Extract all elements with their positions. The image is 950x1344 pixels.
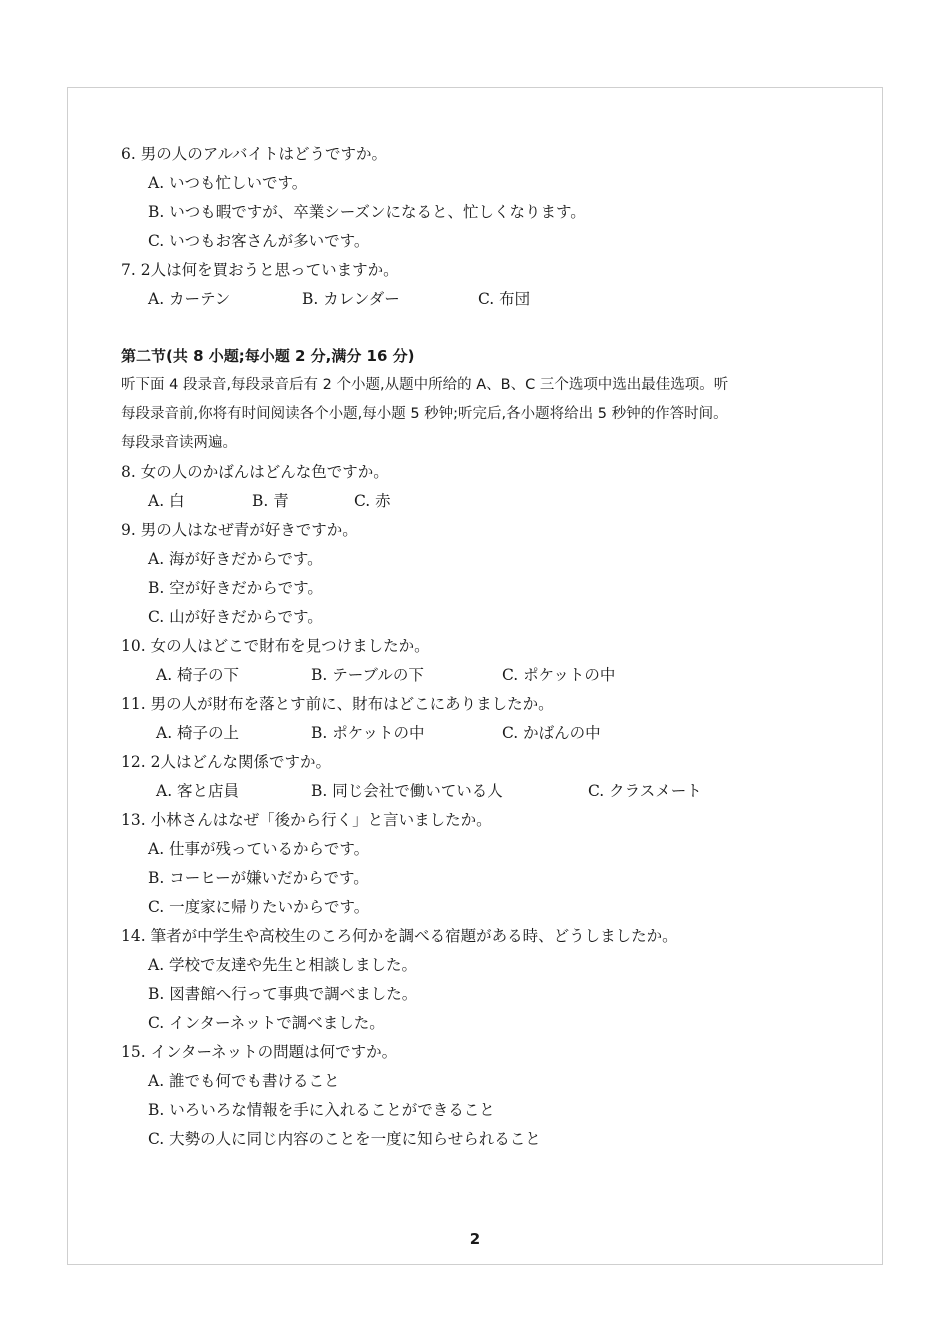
answer-option: B. 同じ会社で働いている人	[311, 782, 503, 800]
answer-option-row	[121, 777, 841, 806]
instruction-line-3: 每段录音读两遍。	[121, 435, 237, 451]
answer-option: C. 赤	[354, 492, 391, 510]
answer-option: C. 山が好きだからです。	[148, 608, 323, 626]
section-title: 第二节(共 8 小题;每小题 2 分,满分 16 分)	[121, 347, 415, 365]
answer-option: A. 椅子の上	[156, 724, 240, 742]
answer-option: B. ポケットの中	[311, 724, 425, 742]
instruction-line-2: 每段录音前,你将有时间阅读各个小题,每小题 5 秒钟;听完后,各小题将给出 5 秒钟的作答时间。	[121, 406, 728, 422]
answer-option: C. 布団	[478, 290, 531, 308]
answer-option: C. 大勢の人に同じ内容のことを一度に知らせられること	[148, 1130, 541, 1148]
page-number: 2	[469, 1230, 481, 1248]
instruction-line-1: 听下面 4 段录音,每段录音后有 2 个小题,从题中所给的 A、B、C 三个选项中选出最佳选项。听	[121, 377, 729, 393]
answer-option: B. 空が好きだからです。	[148, 579, 323, 597]
question-text: 7. 2人は何を買おうと思っていますか。	[121, 261, 399, 279]
answer-option: A. いつも忙しいです。	[148, 174, 308, 192]
document-content	[121, 140, 841, 1154]
answer-option: A. 椅子の下	[156, 666, 240, 684]
answer-option: B. いろいろな情報を手に入れることができること	[148, 1101, 495, 1119]
answer-option: A. 誰でも何でも書けること	[148, 1072, 340, 1090]
question-text: 10. 女の人はどこで財布を見つけましたか。	[121, 637, 430, 655]
answer-option: C. ポケットの中	[502, 666, 616, 684]
answer-option-row	[121, 285, 841, 314]
answer-option: A. 学校で友達や先生と相談しました。	[148, 956, 418, 974]
question-text: 12. 2人はどんな関係ですか。	[121, 753, 331, 771]
section-spacer	[121, 314, 841, 342]
answer-option: B. テーブルの下	[311, 666, 424, 684]
questions-part-2	[121, 458, 841, 1154]
answer-option: A. カーテン	[148, 290, 231, 308]
answer-option-row	[121, 719, 841, 748]
answer-option: A. 白	[148, 492, 185, 510]
answer-option: A. 客と店員	[156, 782, 240, 800]
question-text: 6. 男の人のアルバイトはどうですか。	[121, 145, 388, 163]
answer-option-row	[121, 661, 841, 690]
answer-option: B. いつも暇ですが、卒業シーズンになると、忙しくなります。	[148, 203, 586, 221]
answer-option: C. いつもお客さんが多いです。	[148, 232, 370, 250]
questions-part-1	[121, 140, 841, 314]
answer-option: B. 図書館へ行って事典で調べました。	[148, 985, 418, 1003]
answer-option: B. コーヒーが嫌いだからです。	[148, 869, 369, 887]
question-text: 15. インターネットの問題は何ですか。	[121, 1043, 398, 1061]
answer-option: A. 海が好きだからです。	[148, 550, 323, 568]
question-text: 8. 女の人のかばんはどんな色ですか。	[121, 463, 389, 481]
answer-option: B. 青	[252, 492, 289, 510]
answer-option: C. クラスメート	[588, 782, 702, 800]
question-text: 11. 男の人が財布を落とす前に、財布はどこにありましたか。	[121, 695, 554, 713]
answer-option: C. 一度家に帰りたいからです。	[148, 898, 370, 916]
answer-option-row	[121, 487, 841, 516]
answer-option: C. かばんの中	[502, 724, 601, 742]
answer-option: C. インターネットで調べました。	[148, 1014, 385, 1032]
question-text: 14. 筆者が中学生や高校生のころ何かを調べる宿題がある時、どうしましたか。	[121, 927, 678, 945]
answer-option: A. 仕事が残っているからです。	[148, 840, 370, 858]
question-text: 9. 男の人はなぜ青が好きですか。	[121, 521, 358, 539]
answer-option: B. カレンダー	[302, 290, 400, 308]
question-text: 13. 小林さんはなぜ「後から行く」と言いましたか。	[121, 811, 492, 829]
